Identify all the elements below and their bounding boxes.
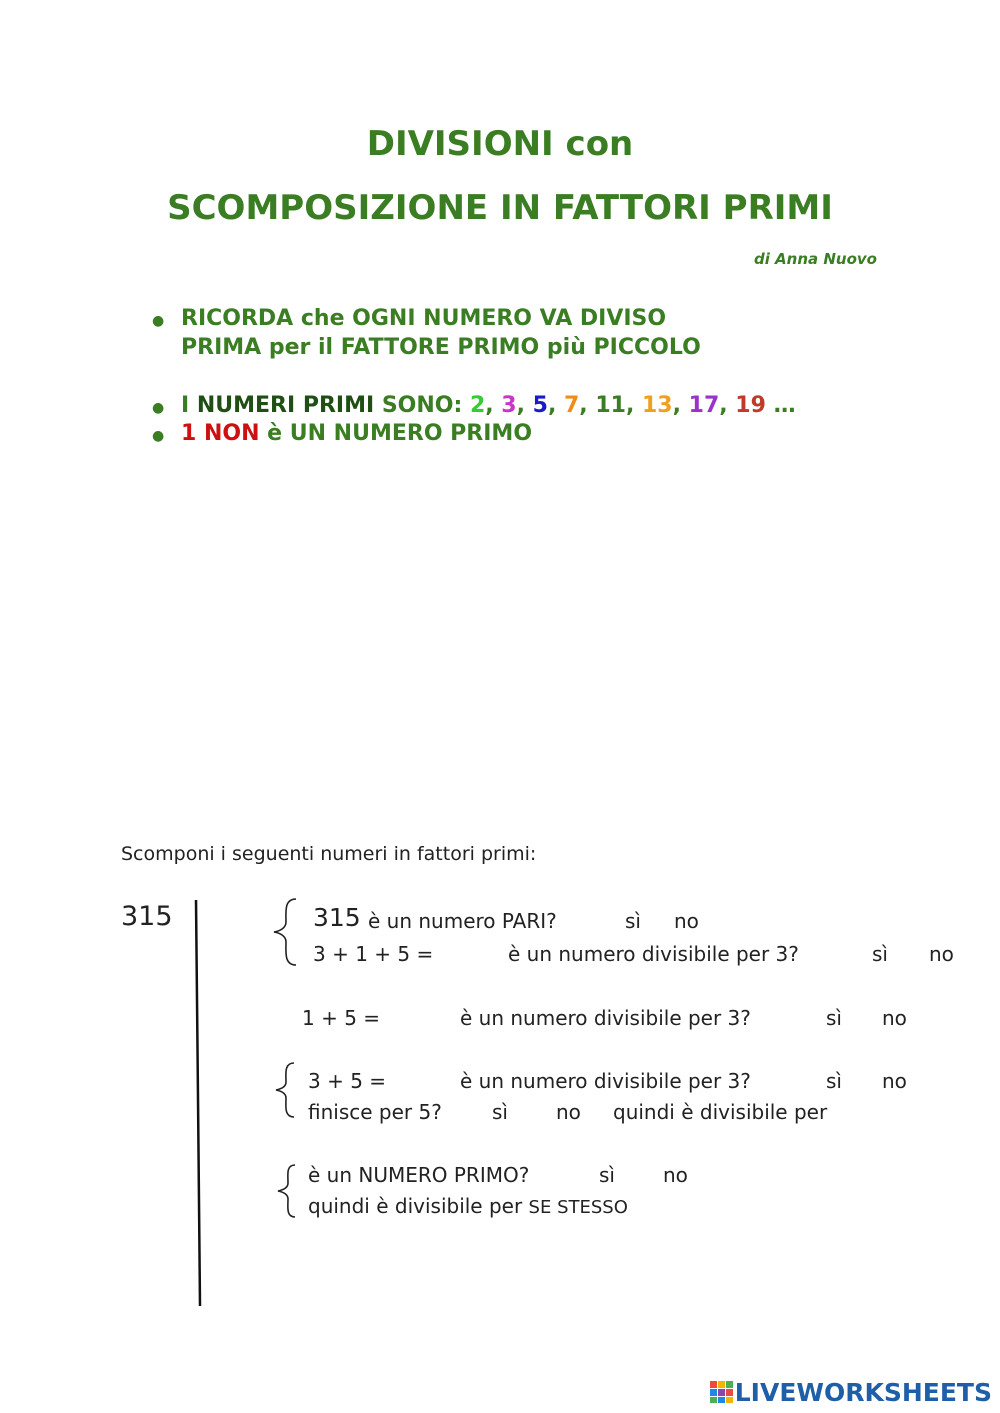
primes-list (470, 393, 766, 418)
g4-then (308, 1194, 628, 1218)
division-line (190, 898, 204, 1310)
g4-q: è un NUMERO PRIMO? (308, 1163, 530, 1187)
brace-icon (270, 896, 300, 968)
brace-icon (272, 1060, 298, 1120)
g4-then-text: quindi è divisibile per (308, 1194, 529, 1218)
prime-number: 5 (532, 393, 548, 418)
g3-si2[interactable]: sì (492, 1100, 508, 1124)
bullet-3 (181, 421, 532, 446)
liveworksheets-logo (709, 1377, 992, 1407)
prime-number: 7 (563, 393, 580, 418)
g3-sum: 3 + 5 = (308, 1069, 387, 1093)
bullet-2-numeri-primi: NUMERI PRIMI (196, 393, 375, 418)
prime-number: 17 (688, 393, 720, 418)
liveworksheets-logo-icon (709, 1380, 735, 1404)
prime-separator: , (547, 393, 564, 418)
g3-then: quindi è divisibile per (613, 1100, 828, 1124)
prime-number: 13 (641, 393, 673, 418)
bullet-3-rest: è UN NUMERO PRIMO (259, 421, 533, 446)
g3-no2[interactable]: no (556, 1100, 581, 1124)
g1-no2[interactable]: no (929, 942, 954, 966)
prime-separator: , (485, 393, 502, 418)
prime-separator: , (719, 393, 736, 418)
g1-si1[interactable]: sì (625, 909, 641, 933)
bullet-1-line-1: RICORDA che OGNI NUMERO VA DIVISO (181, 306, 667, 331)
g1-no1[interactable]: no (674, 909, 699, 933)
bullet-3-red: 1 NON (181, 421, 260, 446)
exercise-number: 315 (121, 901, 173, 932)
g2-q: è un numero divisibile per 3? (460, 1006, 751, 1030)
logo-text: LIVEWORKSHEETS (734, 1377, 992, 1407)
bullet-2-sono: SONO: (374, 393, 470, 418)
g3-si[interactable]: sì (826, 1069, 842, 1093)
prime-separator: , (579, 393, 596, 418)
prime-number: 2 (469, 393, 486, 418)
g4-si[interactable]: sì (599, 1163, 615, 1187)
bullet-dot: ● (152, 400, 165, 416)
g3-q2: finisce per 5? (308, 1100, 442, 1124)
brace-icon (275, 1162, 299, 1220)
prime-separator: , (516, 393, 533, 418)
title-line-1: DIVISIONI con (366, 124, 634, 164)
g3-q: è un numero divisibile per 3? (460, 1069, 751, 1093)
primes-ellipsis: … (765, 393, 796, 418)
g3-no[interactable]: no (882, 1069, 907, 1093)
prime-number: 19 (735, 393, 766, 418)
bullet-2-primes (181, 393, 796, 418)
g2-si[interactable]: sì (826, 1006, 842, 1030)
bullet-dot: ● (152, 313, 165, 329)
g1-sum: 3 + 1 + 5 = (313, 942, 434, 966)
title-line-2: SCOMPOSIZIONE IN FATTORI PRIMI (167, 188, 833, 228)
bullet-2-i: I (181, 393, 197, 418)
g2-sum: 1 + 5 = (302, 1006, 381, 1030)
prime-number: 11 (595, 393, 626, 418)
g2-no[interactable]: no (882, 1006, 907, 1030)
g4-self: SE STESSO (528, 1197, 628, 1218)
prime-separator: , (672, 393, 689, 418)
g1-num: 315 (313, 903, 361, 932)
bullet-dot: ● (152, 428, 165, 444)
instruction: Scomponi i seguenti numeri in fattori primi: (121, 843, 537, 865)
g1-q1: è un numero PARI? (368, 909, 557, 933)
bullet-1-line-2: PRIMA per il FATTORE PRIMO più PICCOLO (181, 335, 701, 360)
prime-separator: , (625, 393, 642, 418)
author: di Anna Nuovo (753, 250, 877, 268)
g1-q2: è un numero divisibile per 3? (508, 942, 799, 966)
g1-si2[interactable]: sì (872, 942, 888, 966)
prime-number: 3 (501, 393, 517, 418)
g4-no[interactable]: no (663, 1163, 688, 1187)
